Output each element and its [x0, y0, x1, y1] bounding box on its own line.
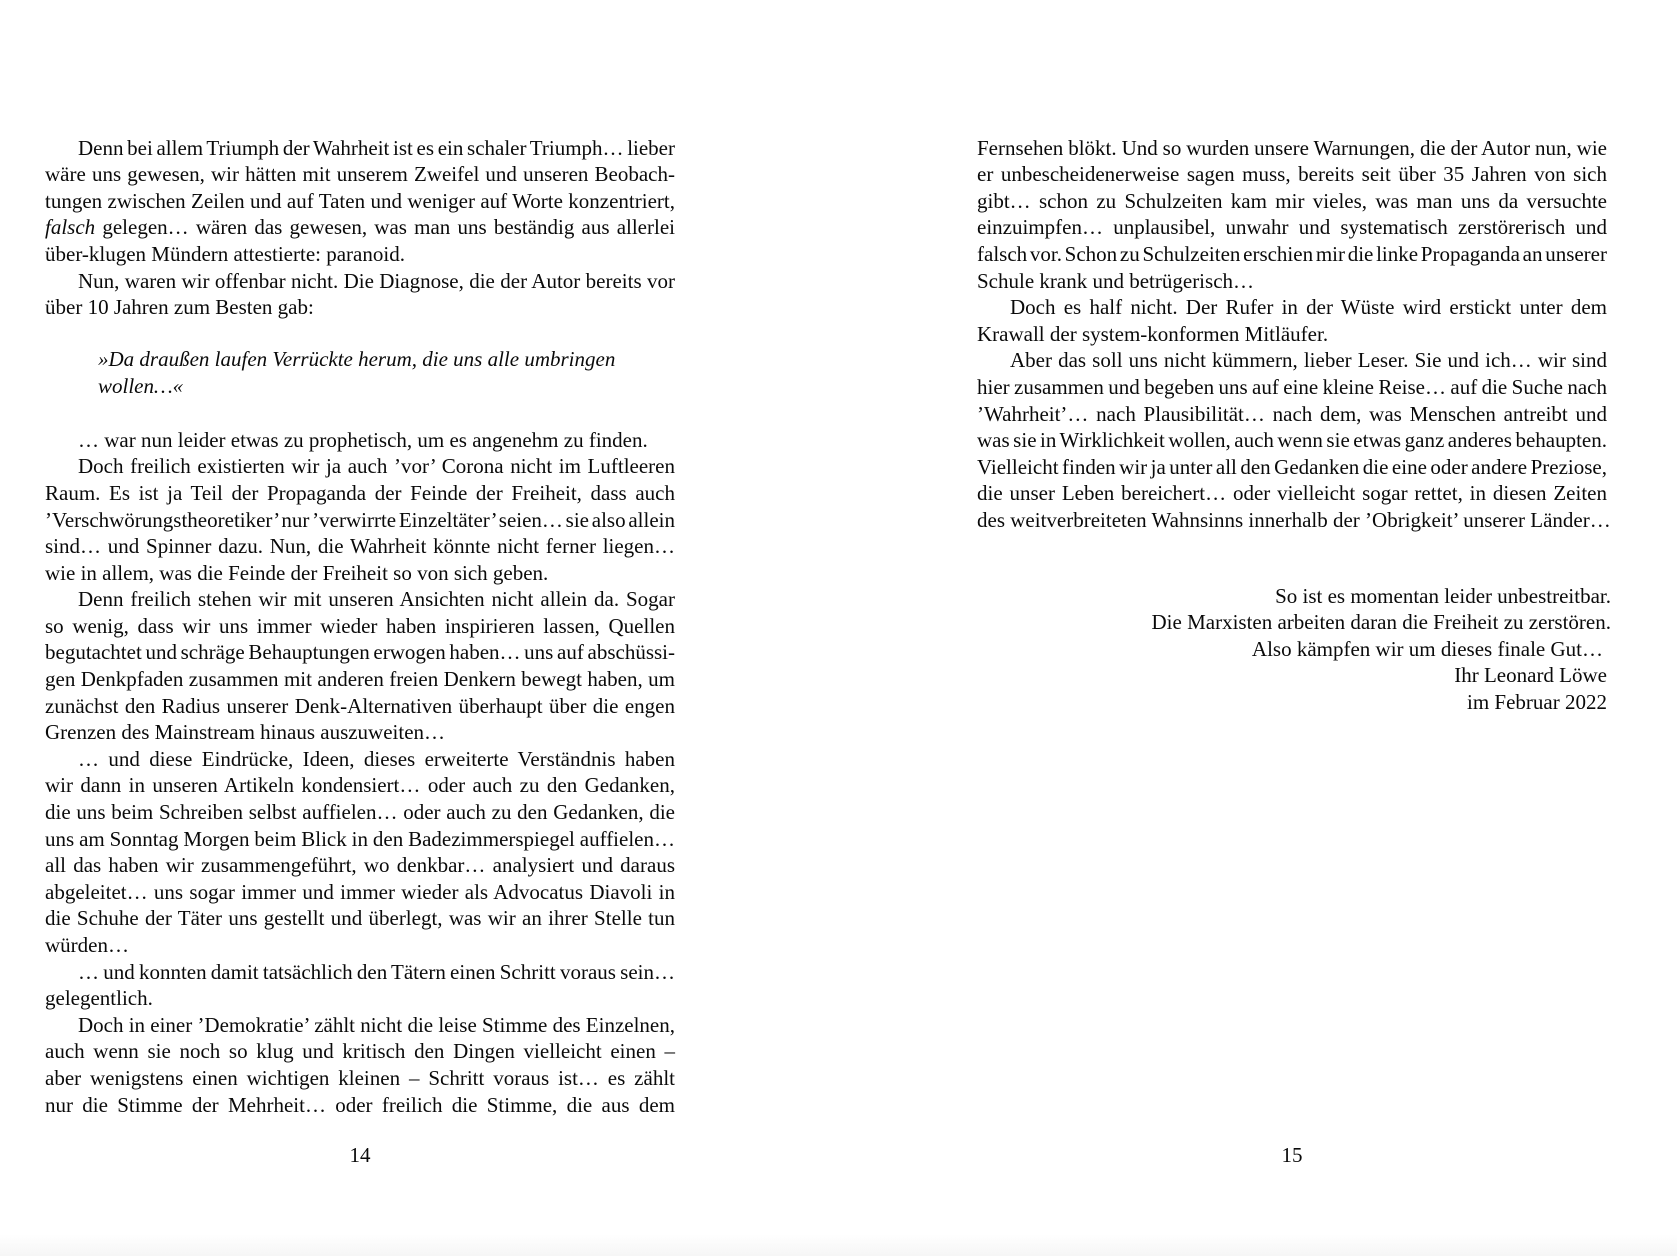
- page-body: [977, 135, 1611, 534]
- line-text: er unbescheidenerweise sagen muss, bereits seit über 35 Jahren von sich: [977, 162, 1607, 187]
- line-text: die unser Leben bereichert… oder vielleicht sogar rettet, in diesen Zeiten: [977, 481, 1607, 506]
- text-line: [45, 560, 675, 587]
- line-text: Fernsehen blökt. Und so wurden unsere Warnungen, die der Autor nun, wie: [977, 135, 1607, 160]
- text-line: [45, 188, 675, 215]
- block-quote: [98, 346, 675, 399]
- line-text: »Da draußen laufen Verrückte herum, die uns alle umbringen: [98, 347, 616, 372]
- line-text: wie in allem, was die Feinde der Freiheit so von sich geben.: [45, 560, 549, 585]
- paragraph: [977, 135, 1607, 295]
- text-line: [45, 480, 675, 507]
- text-line: [45, 826, 675, 853]
- line-text: zunächst den Radius unserer Denk-Alternativen überhaupt über die engen: [45, 693, 675, 718]
- text-line: [45, 161, 675, 188]
- line-text: … und konnten damit tatsächlich den Tätern einen Schritt voraus sein…: [78, 959, 675, 984]
- text-line: [45, 294, 675, 321]
- author-name: Ihr Leonard Löwe: [1454, 663, 1607, 688]
- text-line: [977, 188, 1607, 215]
- text-line: [977, 507, 1611, 534]
- line-text: so wenig, dass wir uns immer wieder haben inspirieren lassen, Quellen: [45, 613, 675, 638]
- text-line: [977, 268, 1607, 295]
- text-line: [977, 161, 1607, 188]
- line-text: Aber das soll uns nicht kümmern, lieber Leser. Sie und ich… wir sind: [1010, 348, 1607, 373]
- line-text: abgeleitet… uns sogar immer und immer wieder als Advocatus Diavoli in: [45, 879, 675, 904]
- text-line: [45, 1092, 675, 1119]
- page-body: [45, 135, 675, 1119]
- text-line: [45, 746, 675, 773]
- line-text: Grenzen des Mainstream hinaus auszuweiten…: [45, 720, 446, 745]
- line-text: aber wenigstens einen wichtigen kleinen – Schritt voraus ist… es zählt: [45, 1065, 675, 1090]
- text-line: [45, 772, 675, 799]
- text-line: [45, 799, 675, 826]
- text-line: [45, 852, 675, 879]
- line-text: nur die Stimme der Mehrheit… oder freilich die Stimme, die aus dem: [45, 1092, 675, 1117]
- line-text: über 10 Jahren zum Besten gab:: [45, 295, 314, 320]
- line-text: des weitverbreiteten Wahnsinns innerhalb der ’Obrigkeit’ unserer Länder…: [977, 507, 1611, 532]
- text-line: [977, 241, 1607, 268]
- line-text: gen Denkpfaden zusammen mit anderen freien Denkern bewegt haben, um: [45, 667, 675, 692]
- text-line: [45, 932, 675, 959]
- line-text: auch wenn sie noch so klug und kritisch den Dingen vielleicht einen –: [45, 1039, 675, 1064]
- closing-line: Also kämpfen wir um dieses finale Gut…: [1251, 636, 1603, 661]
- text-line: [45, 879, 675, 906]
- line-text: wir dann in unseren Artikeln kondensiert… oder auch zu den Gedanken,: [45, 773, 675, 798]
- page-number: 15: [1281, 1142, 1303, 1167]
- text-line: [45, 719, 675, 746]
- paragraph: [45, 268, 675, 321]
- page-left: [0, 0, 838, 1256]
- line-text: begutachtet und schräge Behauptungen erwogen haben… uns auf abschüssi-: [45, 640, 675, 665]
- text-line: [45, 666, 675, 693]
- paragraph: [45, 746, 675, 959]
- text-line: [98, 373, 675, 400]
- text-line: [977, 480, 1607, 507]
- line-text: gibt… schon zu Schulzeiten kam mir vieles, was man uns da versuchte: [977, 188, 1607, 213]
- text-line: [977, 321, 1607, 348]
- line-text: … und diese Eindrücke, Ideen, dieses erweiterte Verständnis haben: [78, 746, 675, 771]
- line-text: Schule krank und betrügerisch…: [977, 268, 1255, 293]
- text-line: [45, 214, 675, 241]
- page-number: 14: [349, 1142, 371, 1167]
- viewer-bottom-edge: [0, 1234, 1677, 1256]
- line-text: … war nun leider etwas zu prophetisch, um es angenehm zu finden.: [78, 427, 648, 452]
- paragraph: [977, 294, 1607, 347]
- text-line: [45, 507, 675, 534]
- text-line: [45, 427, 675, 454]
- line-text: all das haben wir zusammengeführt, wo denkbar… analysiert und daraus: [45, 853, 675, 878]
- text-line: [45, 639, 675, 666]
- line-text: [45, 215, 675, 239]
- line-text: gelegentlich.: [45, 986, 153, 1011]
- text-line: [977, 294, 1607, 321]
- line-text: Denn bei allem Triumph der Wahrheit ist es ein schaler Triumph… lieber: [78, 135, 675, 160]
- text-line: [98, 346, 675, 373]
- line-text: die Schuhe der Täter uns gestellt und überlegt, was wir an ihrer Stelle tun: [45, 906, 675, 931]
- line-text: Nun, waren wir offenbar nicht. Die Diagnose, die der Autor bereits vor: [78, 268, 675, 293]
- line-text: Vielleicht finden wir ja unter all den Gedanken die eine oder andere Preziose,: [977, 454, 1607, 479]
- text-line: [45, 268, 675, 295]
- line-text: sind… und Spinner dazu. Nun, die Wahrheit könnte nicht ferner liegen…: [45, 534, 675, 559]
- text-line: [45, 241, 675, 268]
- line-text: tungen zwischen Zeilen und auf Taten und weniger auf Worte konzentriert,: [45, 188, 675, 213]
- paragraph: [45, 586, 675, 746]
- line-text: Doch freilich existierten wir ja auch ’vor’ Corona nicht im Luftleeren: [78, 454, 675, 479]
- text-line: [45, 586, 675, 613]
- emphasis: falsch: [45, 215, 96, 240]
- line-text: falsch vor. Schon zu Schulzeiten erschien mir die linke Propaganda an unserer: [977, 241, 1607, 266]
- line-text: Krawall der system-konformen Mitläufer.: [977, 321, 1329, 346]
- text-line: [45, 959, 675, 986]
- text-line: [977, 135, 1607, 162]
- line-text: uns am Sonntag Morgen beim Blick in den Badezimmerspiegel auffielen…: [45, 826, 675, 851]
- text-line: [45, 453, 675, 480]
- paragraph: [977, 347, 1611, 533]
- line-text: hier zusammen und begeben uns auf eine kleine Reise… auf die Suche nach: [977, 374, 1607, 399]
- line-text: wollen…«: [98, 373, 184, 398]
- line-text: was sie in Wirklichkeit wollen, auch wenn sie etwas ganz anderes behaupten.: [977, 428, 1607, 453]
- page-right: [838, 0, 1676, 1256]
- text-line: [45, 1065, 675, 1092]
- line-text: die uns beim Schreiben selbst auffielen… oder auch zu den Gedanken, die: [45, 800, 675, 825]
- paragraph: [45, 427, 675, 454]
- date-line: im Februar 2022: [1467, 689, 1607, 714]
- line-text: einzuimpfen… unplausibel, unwahr und systematisch zerstörerisch und: [977, 215, 1607, 240]
- closing-line: So ist es momentan leider unbestreitbar.: [1275, 583, 1611, 608]
- text-line: [977, 454, 1607, 481]
- line-text: ’Verschwörungstheoretiker’ nur ’verwirrte Einzeltäter’ seien… sie also allein: [45, 507, 675, 532]
- closing-line: Die Marxisten arbeiten daran die Freiheit zu zerstören.: [1151, 610, 1611, 635]
- text-line: [977, 214, 1607, 241]
- text-line: [45, 905, 675, 932]
- paragraph: [45, 959, 675, 1012]
- text-line: [45, 1012, 675, 1039]
- line-text: wäre uns gewesen, wir hätten mit unserem Zweifel und unseren Beobach-: [45, 162, 675, 187]
- line-text: Doch in einer ’Demokratie’ zählt nicht die leise Stimme des Einzelnen,: [78, 1012, 675, 1037]
- line-text: Raum. Es ist ja Teil der Propaganda der Feinde der Freiheit, dass auch: [45, 480, 675, 505]
- text-segment: gelegen… wären das gewesen, was man uns beständig aus allerlei: [95, 215, 675, 240]
- closing-signature: [977, 583, 1611, 716]
- line-text: würden…: [45, 933, 129, 957]
- line-text: über-klugen Mündern attestierte: paranoid.: [45, 241, 405, 266]
- line-text: Doch es half nicht. Der Rufer in der Wüste wird erstickt unter dem: [1010, 295, 1607, 320]
- text-line: [977, 347, 1607, 374]
- text-line: [45, 613, 675, 640]
- text-line: [45, 693, 675, 720]
- text-line: [45, 985, 675, 1012]
- text-line: [977, 401, 1607, 428]
- text-line: [977, 427, 1607, 454]
- text-line: [977, 374, 1607, 401]
- paragraph: [45, 135, 675, 268]
- paragraph: [45, 1012, 675, 1118]
- text-line: [45, 533, 675, 560]
- text-line: [45, 1038, 675, 1065]
- line-text: ’Wahrheit’… nach Plausibilität… nach dem, was Menschen antreibt und: [977, 401, 1607, 426]
- text-line: [45, 135, 675, 162]
- line-text: Denn freilich stehen wir mit unseren Ansichten nicht allein da. Sogar: [78, 587, 675, 612]
- paragraph: [45, 453, 675, 586]
